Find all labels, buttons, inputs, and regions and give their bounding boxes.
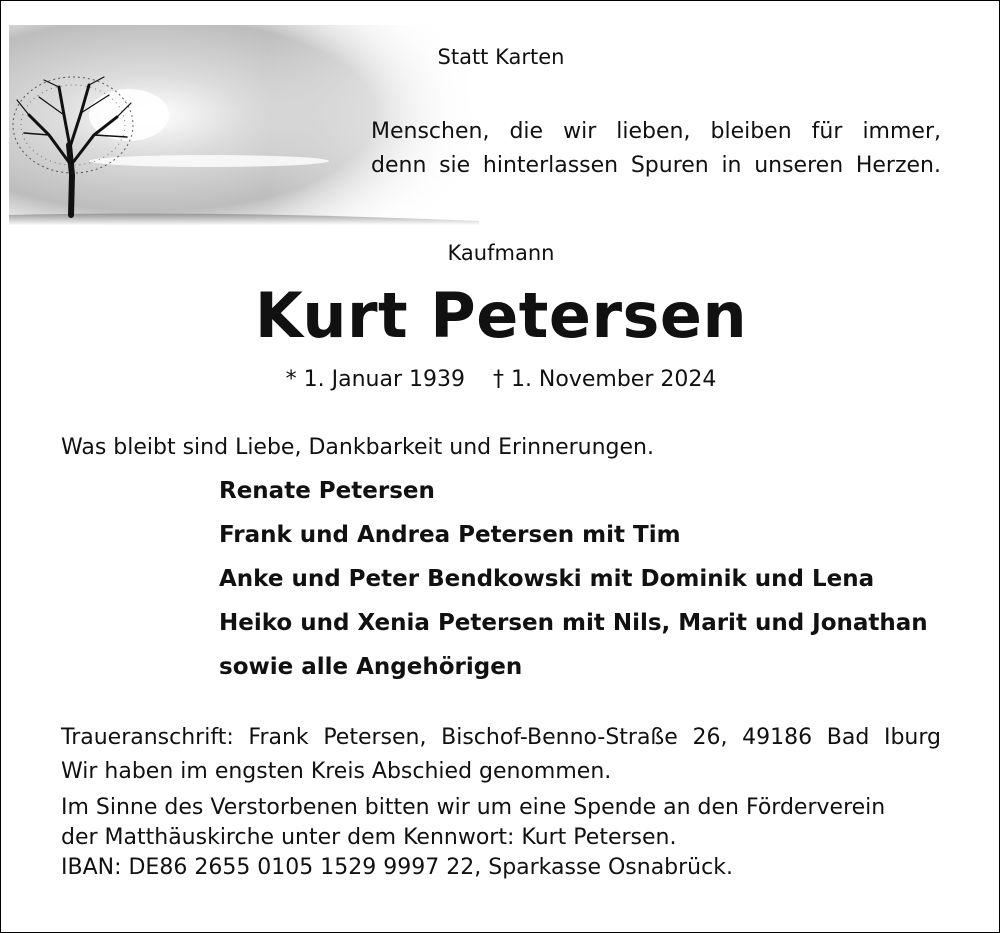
deceased-name: Kurt Petersen — [254, 279, 748, 352]
remembrance-text: Was bleibt sind Liebe, Dankbarkeit und Erinnerungen. — [61, 435, 654, 460]
donation-request: Im Sinne des Verstorbenen bitten wir um eine Spende an den Förderverein — [61, 795, 886, 820]
mourner-entry: Renate Petersen — [219, 478, 435, 504]
life-dates: * 1. Januar 1939 † 1. November 2024 — [285, 367, 717, 392]
mourner-entry: Heiko und Xenia Petersen mit Nils, Marit und Jonathan — [219, 610, 928, 636]
mourner-entry: Frank und Andrea Petersen mit Tim — [219, 522, 681, 548]
mourner-entry: sowie alle Angehörigen — [219, 654, 523, 680]
statt-karten-label: Statt Karten — [437, 45, 565, 69]
mourner-entry: Anke und Peter Bendkowski mit Dominik und Lena — [219, 566, 875, 592]
quote — [371, 115, 941, 183]
footer-info — [61, 721, 941, 883]
mourning-address: Traueranschrift: Frank Petersen, Bischof-Benno-Straße 26, 49186 Bad Iburg — [61, 725, 941, 750]
iban-info: IBAN: DE86 2655 0105 1529 9997 22, Sparkasse Osnabrück. — [61, 855, 733, 880]
quote-line: denn sie hinterlassen Spuren in unseren Herzen. — [371, 153, 941, 178]
donation-request-cont: der Matthäuskirche unter dem Kennwort: Kurt Petersen. — [61, 825, 677, 850]
farewell-note: Wir haben im engsten Kreis Abschied genommen. — [61, 759, 612, 784]
mourners-list — [219, 473, 928, 693]
profession: Kaufmann — [447, 241, 555, 265]
quote-line: Menschen, die wir lieben, bleiben für immer, — [371, 119, 941, 144]
